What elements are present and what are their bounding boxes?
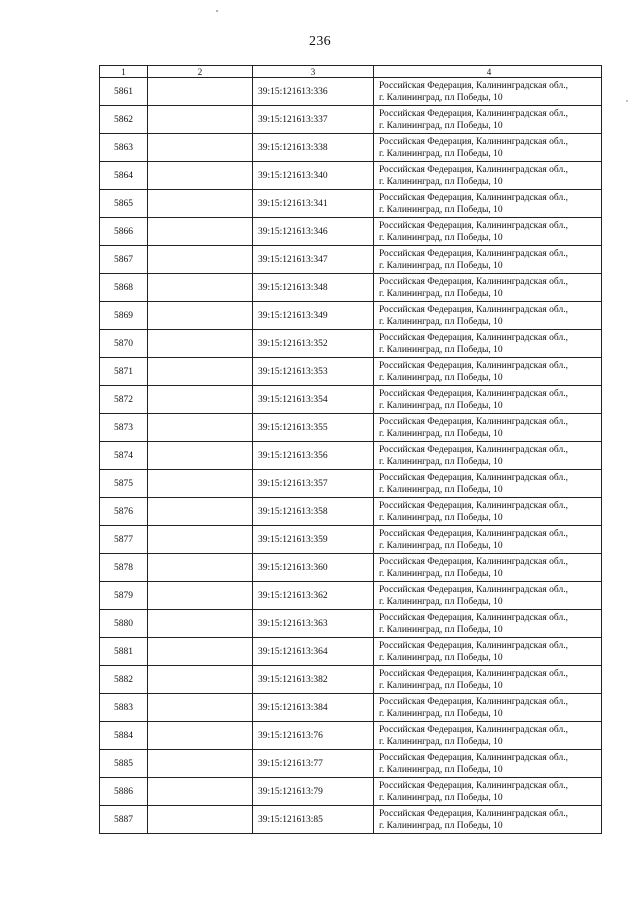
column-2-cell [148, 246, 253, 274]
address-line-1: Российская Федерация, Калининградская обл., [379, 724, 568, 735]
row-number: 5866 [100, 218, 148, 246]
scan-speck [626, 100, 628, 102]
address-line-1: Российская Федерация, Калининградская обл., [379, 108, 568, 119]
address-cell [374, 358, 602, 386]
column-2-cell [148, 302, 253, 330]
row-number: 5867 [100, 246, 148, 274]
cadastral-number: 39:15:121613:354 [253, 386, 374, 414]
table-row [100, 190, 602, 218]
address-line-1: Российская Федерация, Калининградская обл., [379, 472, 568, 483]
cadastral-number: 39:15:121613:353 [253, 358, 374, 386]
row-number: 5877 [100, 526, 148, 554]
address-line-1: Российская Федерация, Калининградская обл., [379, 612, 568, 623]
column-2-cell [148, 414, 253, 442]
address-line-2: г. Калининград, пл Победы, 10 [379, 120, 503, 131]
table-row [100, 638, 602, 666]
row-number: 5876 [100, 498, 148, 526]
address-line-1: Российская Федерация, Калининградская обл., [379, 80, 568, 91]
address-line-2: г. Калининград, пл Победы, 10 [379, 624, 503, 635]
table-row [100, 330, 602, 358]
row-number: 5868 [100, 274, 148, 302]
address-line-2: г. Калининград, пл Победы, 10 [379, 344, 503, 355]
address-cell [374, 218, 602, 246]
column-2-cell [148, 162, 253, 190]
address-cell [374, 722, 602, 750]
table-row [100, 526, 602, 554]
table-row [100, 414, 602, 442]
address-cell [374, 582, 602, 610]
address-line-2: г. Калининград, пл Победы, 10 [379, 680, 503, 691]
table-row [100, 442, 602, 470]
address-line-1: Российская Федерация, Калининградская обл., [379, 136, 568, 147]
table-body [100, 78, 602, 834]
address-cell [374, 498, 602, 526]
row-number: 5879 [100, 582, 148, 610]
cadastral-number: 39:15:121613:384 [253, 694, 374, 722]
address-line-1: Российская Федерация, Калининградская обл., [379, 584, 568, 595]
scan-speck [216, 10, 218, 12]
address-cell [374, 302, 602, 330]
address-cell [374, 386, 602, 414]
column-2-cell [148, 806, 253, 834]
row-number: 5861 [100, 78, 148, 106]
column-2-cell [148, 498, 253, 526]
address-line-1: Российская Федерация, Калининградская обл., [379, 332, 568, 343]
cadastral-number: 39:15:121613:76 [253, 722, 374, 750]
table-row [100, 358, 602, 386]
address-cell [374, 750, 602, 778]
table-row [100, 722, 602, 750]
cadastral-number: 39:15:121613:352 [253, 330, 374, 358]
cadastral-number: 39:15:121613:340 [253, 162, 374, 190]
table-row [100, 78, 602, 106]
column-2-cell [148, 722, 253, 750]
column-2-cell [148, 778, 253, 806]
column-2-cell [148, 638, 253, 666]
address-line-1: Российская Федерация, Калининградская обл., [379, 808, 568, 819]
column-2-cell [148, 470, 253, 498]
address-line-1: Российская Федерация, Калининградская обл., [379, 780, 568, 791]
table-row [100, 302, 602, 330]
registry-table [99, 65, 602, 834]
row-number: 5874 [100, 442, 148, 470]
header-row [100, 66, 602, 78]
address-line-2: г. Калининград, пл Победы, 10 [379, 820, 503, 831]
address-line-2: г. Калининград, пл Победы, 10 [379, 568, 503, 579]
row-number: 5870 [100, 330, 148, 358]
cadastral-number: 39:15:121613:357 [253, 470, 374, 498]
table-row [100, 778, 602, 806]
row-number: 5886 [100, 778, 148, 806]
address-cell [374, 610, 602, 638]
address-line-1: Российская Федерация, Калининградская обл., [379, 192, 568, 203]
cadastral-number: 39:15:121613:359 [253, 526, 374, 554]
address-cell [374, 78, 602, 106]
address-line-2: г. Калининград, пл Победы, 10 [379, 176, 503, 187]
address-line-2: г. Калининград, пл Победы, 10 [379, 708, 503, 719]
table-row [100, 582, 602, 610]
table-row [100, 386, 602, 414]
address-line-2: г. Калининград, пл Победы, 10 [379, 204, 503, 215]
column-2-cell [148, 330, 253, 358]
table-row [100, 554, 602, 582]
row-number: 5881 [100, 638, 148, 666]
address-line-2: г. Калининград, пл Победы, 10 [379, 92, 503, 103]
table-row [100, 806, 602, 834]
address-line-2: г. Калининград, пл Победы, 10 [379, 456, 503, 467]
header-col-4: 4 [374, 66, 602, 78]
column-2-cell [148, 750, 253, 778]
column-2-cell [148, 582, 253, 610]
address-line-1: Российская Федерация, Калининградская обл., [379, 164, 568, 175]
cadastral-number: 39:15:121613:355 [253, 414, 374, 442]
address-cell [374, 414, 602, 442]
column-2-cell [148, 134, 253, 162]
cadastral-number: 39:15:121613:346 [253, 218, 374, 246]
address-line-2: г. Калининград, пл Победы, 10 [379, 400, 503, 411]
address-line-2: г. Калининград, пл Победы, 10 [379, 596, 503, 607]
row-number: 5878 [100, 554, 148, 582]
address-line-2: г. Калининград, пл Победы, 10 [379, 316, 503, 327]
cadastral-number: 39:15:121613:338 [253, 134, 374, 162]
column-2-cell [148, 442, 253, 470]
row-number: 5880 [100, 610, 148, 638]
column-2-cell [148, 694, 253, 722]
cadastral-number: 39:15:121613:336 [253, 78, 374, 106]
column-2-cell [148, 78, 253, 106]
address-line-2: г. Калининград, пл Победы, 10 [379, 540, 503, 551]
address-cell [374, 666, 602, 694]
address-cell [374, 694, 602, 722]
address-line-2: г. Калининград, пл Победы, 10 [379, 372, 503, 383]
address-line-2: г. Калининград, пл Победы, 10 [379, 792, 503, 803]
address-line-1: Российская Федерация, Калининградская обл., [379, 220, 568, 231]
address-line-1: Российская Федерация, Калининградская обл., [379, 500, 568, 511]
cadastral-number: 39:15:121613:349 [253, 302, 374, 330]
row-number: 5865 [100, 190, 148, 218]
address-line-1: Российская Федерация, Калининградская обл., [379, 752, 568, 763]
row-number: 5875 [100, 470, 148, 498]
address-line-1: Российская Федерация, Калининградская обл., [379, 640, 568, 651]
address-cell [374, 134, 602, 162]
address-line-1: Российская Федерация, Калининградская обл., [379, 668, 568, 679]
address-line-2: г. Калининград, пл Победы, 10 [379, 288, 503, 299]
row-number: 5871 [100, 358, 148, 386]
column-2-cell [148, 274, 253, 302]
column-2-cell [148, 358, 253, 386]
cadastral-number: 39:15:121613:347 [253, 246, 374, 274]
row-number: 5872 [100, 386, 148, 414]
address-cell [374, 778, 602, 806]
column-2-cell [148, 610, 253, 638]
row-number: 5864 [100, 162, 148, 190]
cadastral-number: 39:15:121613:358 [253, 498, 374, 526]
address-line-2: г. Калининград, пл Победы, 10 [379, 484, 503, 495]
address-line-2: г. Калининград, пл Победы, 10 [379, 652, 503, 663]
table-row [100, 694, 602, 722]
table-row [100, 666, 602, 694]
table-header [100, 66, 602, 78]
row-number: 5884 [100, 722, 148, 750]
cadastral-number: 39:15:121613:363 [253, 610, 374, 638]
column-2-cell [148, 106, 253, 134]
table-row [100, 470, 602, 498]
address-cell [374, 442, 602, 470]
header-col-1: 1 [100, 66, 148, 78]
row-number: 5885 [100, 750, 148, 778]
row-number: 5869 [100, 302, 148, 330]
address-line-1: Российская Федерация, Калининградская обл., [379, 360, 568, 371]
address-cell [374, 554, 602, 582]
table-row [100, 106, 602, 134]
address-line-1: Российская Федерация, Калининградская обл., [379, 388, 568, 399]
address-cell [374, 330, 602, 358]
address-line-2: г. Калининград, пл Победы, 10 [379, 260, 503, 271]
address-line-2: г. Калининград, пл Победы, 10 [379, 512, 503, 523]
row-number: 5887 [100, 806, 148, 834]
address-line-1: Российская Федерация, Калининградская обл., [379, 556, 568, 567]
address-cell [374, 638, 602, 666]
cadastral-number: 39:15:121613:348 [253, 274, 374, 302]
column-2-cell [148, 526, 253, 554]
address-cell [374, 806, 602, 834]
row-number: 5873 [100, 414, 148, 442]
address-line-2: г. Калининград, пл Победы, 10 [379, 148, 503, 159]
table-row [100, 218, 602, 246]
column-2-cell [148, 190, 253, 218]
page-number: 236 [309, 34, 331, 49]
address-line-1: Российская Федерация, Калининградская обл., [379, 276, 568, 287]
row-number: 5862 [100, 106, 148, 134]
row-number: 5882 [100, 666, 148, 694]
address-cell [374, 106, 602, 134]
address-line-2: г. Калининград, пл Победы, 10 [379, 736, 503, 747]
header-col-3: 3 [253, 66, 374, 78]
cadastral-number: 39:15:121613:364 [253, 638, 374, 666]
address-line-2: г. Калининград, пл Победы, 10 [379, 764, 503, 775]
address-line-1: Российская Федерация, Калининградская обл., [379, 528, 568, 539]
address-line-1: Российская Федерация, Калининградская обл., [379, 444, 568, 455]
column-2-cell [148, 218, 253, 246]
address-cell [374, 246, 602, 274]
column-2-cell [148, 554, 253, 582]
cadastral-number: 39:15:121613:79 [253, 778, 374, 806]
address-cell [374, 162, 602, 190]
address-line-2: г. Калининград, пл Победы, 10 [379, 428, 503, 439]
cadastral-number: 39:15:121613:362 [253, 582, 374, 610]
cadastral-number: 39:15:121613:77 [253, 750, 374, 778]
row-number: 5883 [100, 694, 148, 722]
table-row [100, 750, 602, 778]
cadastral-number: 39:15:121613:341 [253, 190, 374, 218]
address-line-2: г. Калининград, пл Победы, 10 [379, 232, 503, 243]
address-line-1: Российская Федерация, Калининградская обл., [379, 416, 568, 427]
table-row [100, 162, 602, 190]
cadastral-number: 39:15:121613:382 [253, 666, 374, 694]
address-cell [374, 274, 602, 302]
cadastral-number: 39:15:121613:85 [253, 806, 374, 834]
table-row [100, 610, 602, 638]
address-cell [374, 190, 602, 218]
address-cell [374, 526, 602, 554]
table-row [100, 498, 602, 526]
header-col-2: 2 [148, 66, 253, 78]
address-line-1: Российская Федерация, Калининградская обл., [379, 248, 568, 259]
address-cell [374, 470, 602, 498]
column-2-cell [148, 386, 253, 414]
table-row [100, 246, 602, 274]
cadastral-number: 39:15:121613:356 [253, 442, 374, 470]
address-line-1: Российская Федерация, Калининградская обл., [379, 696, 568, 707]
row-number: 5863 [100, 134, 148, 162]
cadastral-number: 39:15:121613:360 [253, 554, 374, 582]
table-row [100, 134, 602, 162]
cadastral-number: 39:15:121613:337 [253, 106, 374, 134]
address-line-1: Российская Федерация, Калининградская обл., [379, 304, 568, 315]
column-2-cell [148, 666, 253, 694]
table-row [100, 274, 602, 302]
